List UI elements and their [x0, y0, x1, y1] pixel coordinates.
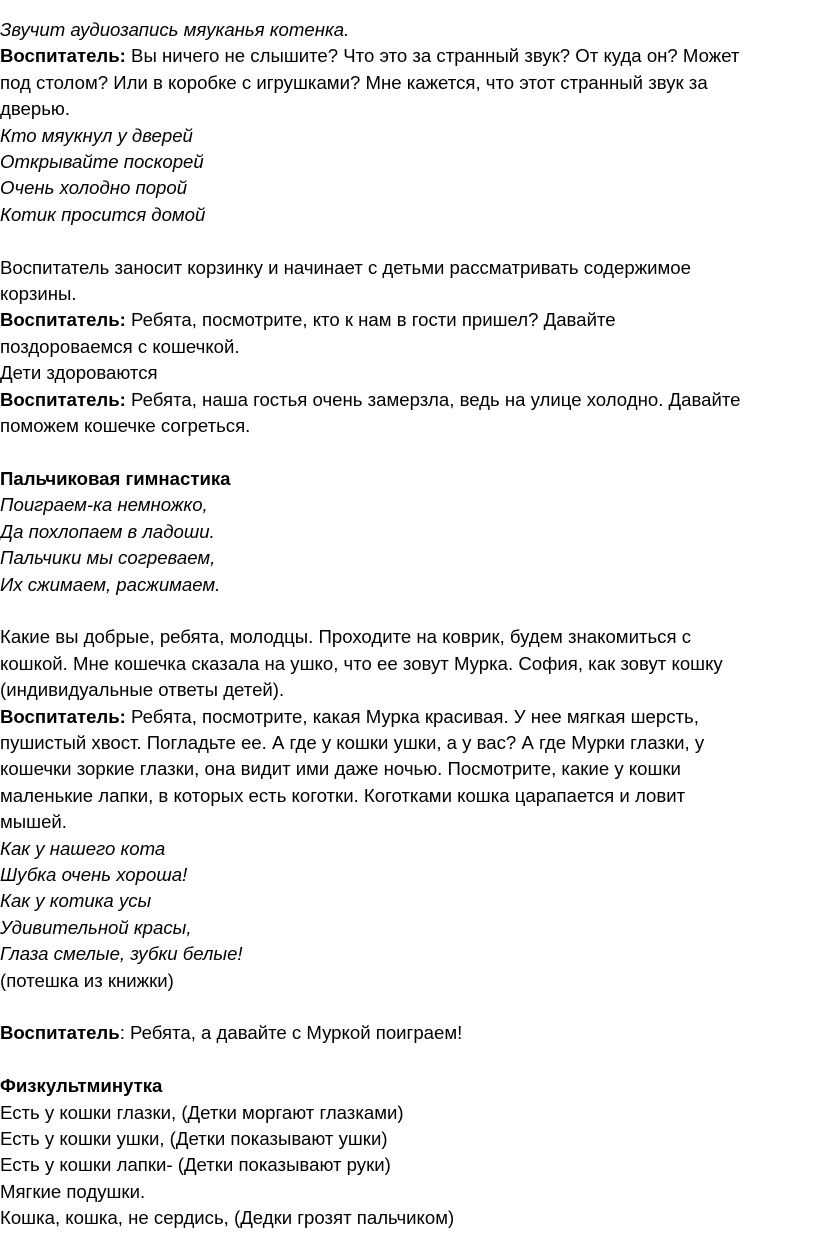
text-line	[0, 836, 810, 862]
line-text: Очень холодно порой	[0, 177, 188, 199]
line-text: Поиграем-ка немножко,	[0, 494, 208, 516]
line-text: Ребята, наша гостья очень замерзла, ведь на улице холодно. Давайте	[125, 388, 741, 410]
text-line	[0, 175, 810, 201]
text-line	[0, 149, 810, 175]
line-text: кошечки зоркие глазки, она видит ими даже ночью. Посмотрите, какие у кошки	[0, 758, 681, 780]
text-line	[0, 888, 810, 914]
line-text: Ребята, посмотрите, какая Мурка красивая. У нее мягкая шерсть,	[125, 705, 699, 727]
blank-line	[0, 598, 810, 624]
text-line	[0, 123, 810, 149]
text-line	[0, 677, 810, 703]
line-text: Да похлопаем в ладоши.	[0, 520, 215, 542]
text-line	[0, 1126, 810, 1152]
line-text: Как у котика усы	[0, 890, 152, 912]
text-line	[0, 96, 810, 122]
line-text: маленькие лапки, в которых есть коготки. Коготками кошка царапается и ловит	[0, 784, 686, 806]
text-line	[0, 862, 810, 888]
line-text: (индивидуальные ответы детей).	[0, 679, 285, 701]
text-line	[0, 43, 810, 69]
line-text: Как у нашего кота	[0, 837, 166, 859]
line-text: Шубка очень хороша!	[0, 863, 188, 885]
line-text: Есть у кошки глазки, (Детки моргают глазками)	[0, 1101, 404, 1123]
line-text: : Ребята, а давайте с Муркой поиграем!	[119, 1022, 463, 1044]
line-text: Котик просится домой	[0, 203, 206, 225]
text-line	[0, 387, 810, 413]
bold-label: Воспитатель:	[0, 388, 126, 410]
line-text: Открывайте поскорей	[0, 151, 204, 173]
text-line	[0, 1100, 810, 1126]
text-line	[0, 545, 810, 571]
bold-label: Пальчиковая гимнастика	[0, 467, 231, 489]
text-line	[0, 307, 810, 333]
text-line	[0, 915, 810, 941]
line-text: Удивительной красы,	[0, 916, 192, 938]
text-line	[0, 809, 810, 835]
text-line	[0, 360, 810, 386]
text-line	[0, 756, 810, 782]
text-line	[0, 255, 810, 281]
blank-line	[0, 228, 810, 254]
text-line	[0, 1073, 810, 1099]
line-text: кошкой. Мне кошечка сказала на ушко, что ее зовут Мурка. София, как зовут кошку	[0, 652, 723, 674]
blank-line	[0, 994, 810, 1020]
line-text: Глаза смелые, зубки белые!	[0, 943, 243, 965]
line-text: Дети здороваются	[0, 362, 158, 384]
bold-label: Воспитатель	[0, 1022, 120, 1044]
line-text: Их сжимаем, расжимаем.	[0, 573, 221, 595]
text-line	[0, 413, 810, 439]
text-line	[0, 519, 810, 545]
blank-line	[0, 439, 810, 465]
text-line	[0, 1179, 810, 1205]
text-line	[0, 783, 810, 809]
bold-label: Воспитатель:	[0, 309, 126, 331]
line-text: Есть у кошки ушки, (Детки показывают ушки)	[0, 1127, 388, 1149]
text-line	[0, 624, 810, 650]
text-line	[0, 941, 810, 967]
line-text: (потешка из книжки)	[0, 969, 174, 991]
line-text: Мягкие подушки.	[0, 1180, 146, 1202]
text-line	[0, 1152, 810, 1178]
line-text: Какие вы добрые, ребята, молодцы. Проходите на коврик, будем знакомиться с	[0, 626, 692, 648]
text-line	[0, 651, 810, 677]
text-line	[0, 968, 810, 994]
line-text: под столом? Или в коробке с игрушками? Мне кажется, что этот странный звук за	[0, 71, 708, 93]
line-text: пушистый хвост. Погладьте ее. А где у кошки ушки, а у вас? А где Мурки глазки, у	[0, 731, 705, 753]
line-text: Звучит аудиозапись мяуканья котенка.	[0, 19, 350, 40]
line-text: Кто мяукнул у дверей	[0, 124, 193, 146]
line-text: Ребята, посмотрите, кто к нам в гости пришел? Давайте	[125, 309, 616, 331]
text-line	[0, 492, 810, 518]
text-line	[0, 572, 810, 598]
text-line	[0, 466, 810, 492]
line-text: мышей.	[0, 811, 67, 833]
line-text: Кошка, кошка, не сердись, (Дедки грозят пальчиком)	[0, 1207, 455, 1229]
bold-label: Воспитатель:	[0, 45, 126, 67]
line-text: Воспитатель заносит корзинку и начинает с детьми рассматривать содержимое	[0, 256, 691, 278]
line-text: Пальчики мы согреваем,	[0, 547, 216, 569]
text-line	[0, 70, 810, 96]
blank-line	[0, 1047, 810, 1073]
text-line	[0, 17, 810, 43]
document-body	[0, 17, 810, 1232]
text-line	[0, 730, 810, 756]
line-text: дверью.	[0, 98, 70, 120]
text-line	[0, 1205, 810, 1231]
bold-label: Физкультминутка	[0, 1075, 163, 1097]
text-line	[0, 202, 810, 228]
text-line	[0, 334, 810, 360]
bold-label: Воспитатель:	[0, 705, 126, 727]
text-line	[0, 704, 810, 730]
line-text: Есть у кошки лапки- (Детки показывают руки)	[0, 1154, 391, 1176]
text-line	[0, 281, 810, 307]
text-line	[0, 1020, 810, 1046]
line-text: поможем кошечке согреться.	[0, 415, 251, 437]
line-text: корзины.	[0, 283, 77, 305]
line-text: Вы ничего не слышите? Что это за странный звук? От куда он? Может	[125, 45, 740, 67]
line-text: поздороваемся с кошечкой.	[0, 335, 240, 357]
